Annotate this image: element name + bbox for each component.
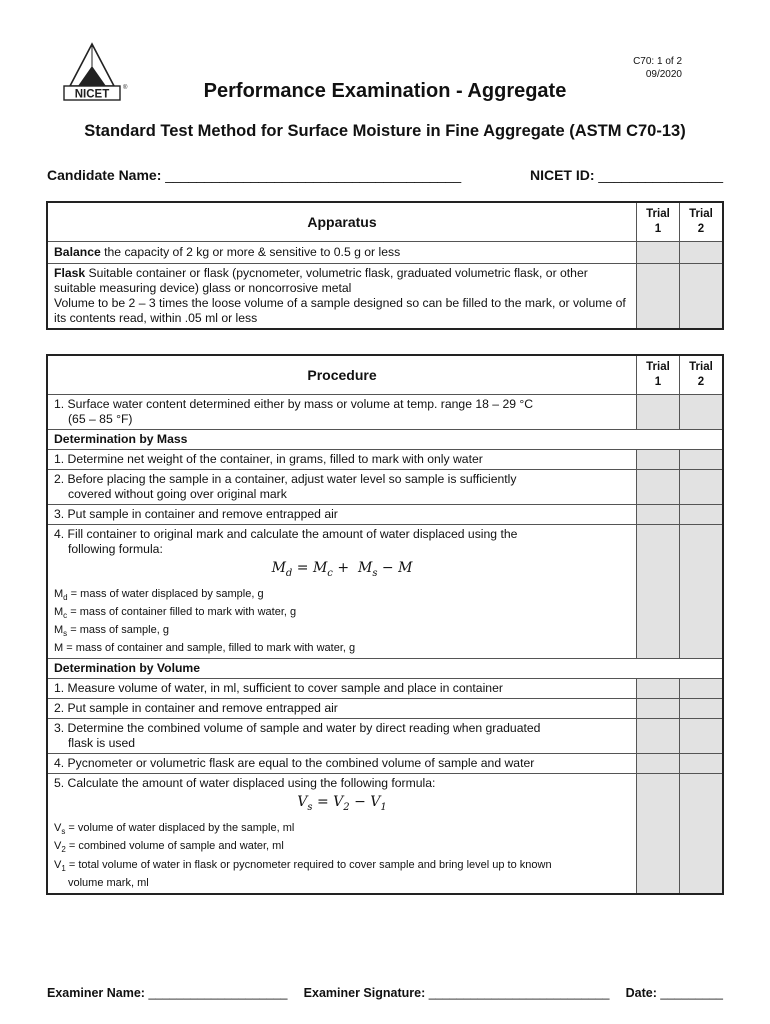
trial-1-checkbox[interactable] [637,505,680,525]
svg-text:®: ® [123,85,128,91]
trial-1-checkbox[interactable] [637,395,680,430]
apparatus-heading: Apparatus [47,202,637,242]
section-heading-mass: Determination by Mass [47,430,723,450]
trial-1-checkbox[interactable] [637,264,680,330]
trial-2-checkbox[interactable] [680,679,724,699]
procedure-heading: Procedure [47,355,637,395]
trial-1-checkbox[interactable] [637,242,680,264]
trial-1-checkbox[interactable] [637,470,680,505]
trial-1-checkbox[interactable] [637,525,680,659]
procedure-row: 2. Put sample in container and remove entrapped air [47,699,723,719]
doc-date: 09/2020 [645,69,682,80]
trial-2-checkbox[interactable] [680,242,724,264]
nicet-id-field[interactable]: NICET ID: ________________ [529,167,723,183]
procedure-row: 3. Determine the combined volume of sample and water by direct reading when graduated flask is used [47,719,723,754]
procedure-row: 4. Fill container to original mark and calculate the amount of water displaced using the following formula: $M_d = M_c + M_s - M$ $M_d$ = mass of water displaced by sample, g $M_c$ = mass of container filled to mark with water, g $M_s$ = mass of sample, g M = mass of container and sample, filled to mark with water, g [47,525,723,659]
section-heading-volume: Determination by Volume [47,659,723,679]
doc-code: C70: 1 of 2 [633,56,682,67]
mass-formula: $M_d = M_c + M_s - M$ [271,560,413,579]
examiner-footer [47,986,723,1000]
logo-text: NICET [74,88,110,101]
page-title: Performance Examination - Aggregate [203,80,567,102]
document-reference [633,55,682,81]
procedure-table [46,354,724,895]
trial-2-checkbox[interactable] [680,505,724,525]
mass-variables: $M_d$ = mass of water displaced by sample, g $M_c$ = mass of container filled to mark with water, g $M_s$ = mass of sample, g M = mass of container and sample, filled to mark with water, g [54,587,356,655]
trial-1-checkbox[interactable] [637,754,680,774]
procedure-row: 4. Pycnometer or volumetric flask are equal to the combined volume of sample and water [47,754,723,774]
section-row-volume [47,659,723,679]
trial-1-header: Trial 1 [637,202,680,242]
apparatus-table [46,201,724,330]
trial-2-checkbox[interactable] [680,719,724,754]
trial-2-header: Trial 2 [680,355,724,395]
procedure-row: 3. Put sample in container and remove entrapped air [47,505,723,525]
trial-2-checkbox[interactable] [680,525,724,659]
procedure-row: 5. Calculate the amount of water displaced using the following formula: $V_s = V_2 - V_1$ $V_s$ = volume of water displaced by the sample, ml $V_2$ = combined volume of sample and water, ml $V_1$ = total volume of water in flask or pycnometer required to cover sample and bring level up to known volume mark, ml [47,774,723,894]
trial-2-checkbox[interactable] [680,470,724,505]
trial-1-checkbox[interactable] [637,774,680,894]
trial-2-checkbox[interactable] [680,774,724,894]
apparatus-row-flask: Flask Suitable container or flask (pycnometer, volumetric flask, graduated volumetric flask, or other suitable measuring device) glass or noncorrosive metal Volume to be 2 – 3 times the loose volume of a sample designed so can be filled to the mark, or volume of its contents read, within .05 ml or less [47,264,723,330]
procedure-row: 1. Surface water content determined either by mass or volume at temp. range 18 – 29 °C (65 – 85 °F) [47,395,723,430]
trial-2-header: Trial 2 [680,202,724,242]
page-subtitle: Standard Test Method for Surface Moisture in Fine Aggregate (ASTM C70-13) [84,122,686,140]
trial-1-checkbox[interactable] [637,679,680,699]
trial-1-header: Trial 1 [637,355,680,395]
trial-2-checkbox[interactable] [680,699,724,719]
trial-2-checkbox[interactable] [680,264,724,330]
trial-1-checkbox[interactable] [637,719,680,754]
volume-variables: $V_s$ = volume of water displaced by the sample, ml $V_2$ = combined volume of sample and water, ml $V_1$ = total volume of water in flask or pycnometer required to cover sample and bring level up to known volume mark, ml [54,822,552,889]
examiner-name-field[interactable]: Examiner Name: ____________________ [47,986,288,1000]
apparatus-row-balance: Balance the capacity of 2 kg or more & sensitive to 0.5 g or less [47,242,723,264]
procedure-row: 1. Determine net weight of the container, in grams, filled to mark with only water [47,450,723,470]
volume-formula: $V_s = V_2 - V_1$ [297,794,387,814]
trial-2-checkbox[interactable] [680,754,724,774]
examiner-signature-field[interactable]: Examiner Signature: __________________________ [303,986,610,1000]
procedure-row: 2. Before placing the sample in a container, adjust water level so sample is sufficiently covered without going over original mark [47,470,723,505]
candidate-info [47,167,723,183]
trial-1-checkbox[interactable] [637,699,680,719]
candidate-name-field[interactable]: Candidate Name: ______________________________________ [47,167,462,183]
trial-2-checkbox[interactable] [680,395,724,430]
trial-2-checkbox[interactable] [680,450,724,470]
section-row-mass [47,430,723,450]
procedure-row: 1. Measure volume of water, in ml, sufficient to cover sample and place in container [47,679,723,699]
date-field[interactable]: Date: _________ [625,986,723,1000]
trial-1-checkbox[interactable] [637,450,680,470]
